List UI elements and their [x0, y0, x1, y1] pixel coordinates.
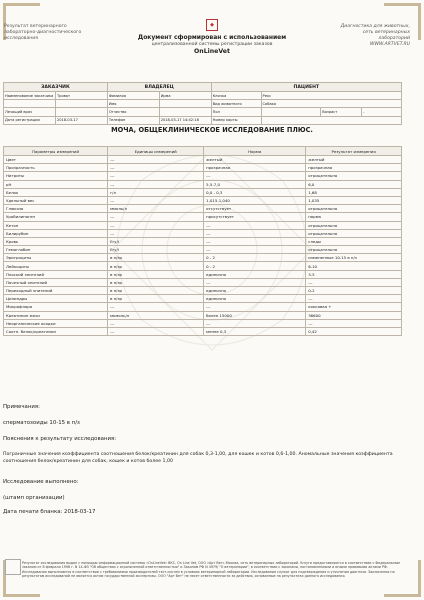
- performed-label: Исследование выполнено:: [3, 479, 79, 485]
- header-brand: OnLineVet: [194, 48, 230, 55]
- info-row: Лечащий врач Отчество Пол Возраст -: [4, 108, 402, 116]
- result-row: [4, 164, 402, 172]
- norm-cell: ---: [204, 172, 306, 180]
- parameter-cell: Эритроциты: [4, 254, 108, 262]
- analysis-title: МОЧА, ОБЩЕКЛИНИЧЕСКОЕ ИССЛЕДОВАНИЕ ПЛЮС.: [111, 126, 313, 134]
- parameter-cell: Кровь: [4, 237, 108, 245]
- unit-cell: ---: [108, 319, 204, 327]
- column-header: Результат измерения: [306, 147, 402, 156]
- result-cell: отрицательно: [306, 205, 402, 213]
- result-row: [4, 262, 402, 270]
- unit-cell: мкмоль/л: [108, 311, 204, 319]
- age-label: Возраст: [321, 108, 362, 116]
- result-cell: отрицательно: [306, 229, 402, 237]
- result-row: [4, 295, 402, 303]
- norm-cell: 0,0 - 0,3: [204, 188, 306, 196]
- norm-cell: желтый: [204, 156, 306, 164]
- norm-cell: ---: [204, 278, 306, 286]
- document-header: [124, 34, 300, 55]
- results-table: [3, 146, 402, 336]
- unit-cell: ---: [108, 327, 204, 335]
- result-cell: желтый: [306, 156, 402, 164]
- result-row: [4, 213, 402, 221]
- result-row: [4, 221, 402, 229]
- header-title: Документ сформирован с использованием: [137, 34, 287, 41]
- parameter-cell: Нитриты: [4, 172, 108, 180]
- info-row: Дата регистрации 2018-03-17 Телефон 2018-03-17 14:42:18 Номер карты: [4, 116, 402, 124]
- column-header: Единицы измерений: [108, 147, 204, 156]
- result-cell: ---: [306, 295, 402, 303]
- result-row: [4, 246, 402, 254]
- parameter-cell: Соотн. белок/креатинин: [4, 327, 108, 335]
- result-row: [4, 311, 402, 319]
- result-row: [4, 172, 402, 180]
- result-row: [4, 180, 402, 188]
- website-link[interactable]: WWW.ARTVET.RU: [369, 42, 410, 47]
- parameter-cell: Гемоглобин: [4, 246, 108, 254]
- stamp-label: (штамп организации): [3, 495, 65, 501]
- result-cell: отрицательно: [306, 172, 402, 180]
- result-cell: 6-10: [306, 262, 402, 270]
- remarks-text: сперматозоиды 10-15 в п/з: [3, 420, 80, 426]
- norm-cell: ---: [204, 237, 306, 245]
- result-row: [4, 270, 402, 278]
- unit-cell: в п/зр: [108, 287, 204, 295]
- result-row: [4, 327, 402, 335]
- parameter-cell: Билирубин: [4, 229, 108, 237]
- print-date: Дата печати бланка: 2018-03-17: [3, 509, 96, 515]
- result-row: [4, 188, 402, 196]
- parameter-cell: Удельный вес: [4, 196, 108, 204]
- result-row: [4, 205, 402, 213]
- explanation-label: Пояснения к результату исследования:: [3, 436, 117, 442]
- parameter-cell: Неорганические осадки: [4, 319, 108, 327]
- unit-cell: ---: [108, 221, 204, 229]
- result-cell: 3-5: [306, 270, 402, 278]
- norm-cell: ---: [204, 246, 306, 254]
- lab-report-caption: Результат ветеринарного лабораторно-диагностического исследования: [4, 24, 82, 41]
- result-row: [4, 156, 402, 164]
- parameter-cell: Цвет: [4, 156, 108, 164]
- norm-cell: ---: [204, 221, 306, 229]
- result-row: [4, 254, 402, 262]
- unit-cell: в п/зр: [108, 254, 204, 262]
- unit-cell: ---: [108, 156, 204, 164]
- info-row: Имя Вид животного Собака: [4, 100, 402, 108]
- parameter-cell: Цилиндры: [4, 295, 108, 303]
- unit-cell: ---: [108, 213, 204, 221]
- explanation-text: Пограничные значения коэффициента соотношения белок/креатинин для собак 0,3-1,00, для кошек и котов 0,6-1,00. Аномальные значения коэффициента соотношения белок/креатинин для собак, кошек и котов более 1,00: [3, 452, 393, 464]
- norm-cell: ---: [204, 229, 306, 237]
- parameter-cell: Прозрачность: [4, 164, 108, 172]
- norm-cell: присутствует: [204, 213, 306, 221]
- parameter-cell: Плоский эпителий: [4, 270, 108, 278]
- client-info-table: [3, 82, 402, 125]
- parameter-cell: Уробилиноген: [4, 213, 108, 221]
- result-row: [4, 287, 402, 295]
- unit-cell: в п/зр: [108, 278, 204, 286]
- parameter-cell: Кетон: [4, 221, 108, 229]
- parameter-cell: Переходный эпителий: [4, 287, 108, 295]
- parameter-cell: Лейкоциты: [4, 262, 108, 270]
- norm-cell: 5,5-7,0: [204, 180, 306, 188]
- unit-cell: ---: [108, 164, 204, 172]
- result-cell: отрицательно: [306, 221, 402, 229]
- parameter-cell: Креатинин мочи: [4, 311, 108, 319]
- result-cell: кокковая +: [306, 303, 402, 311]
- norm-cell: ---: [204, 319, 306, 327]
- parameter-cell: pH: [4, 180, 108, 188]
- result-cell: прозрачная: [306, 164, 402, 172]
- norm-cell: менее 0,3: [204, 327, 306, 335]
- result-cell: норма: [306, 213, 402, 221]
- legal-footer: Результат исследования выдан с помощью информационной системы «OnLineVet» ВКС. On Line Vet, ООО «Арт Вет»-Москва, сеть ветеринарных лабораторий. Услуги предоставляются в соответствии с Федеральным законом от 8 февраля 1998 г. N 14-ФЗ "Об обществах с ограниченной ответственностью" и Законом РФ N 4979/ "О ветеринарии", в соответствии с законами, постановлениями и иными правовыми актами РФ. Исследования выполняются в соответствии с требованиями производителей тест-систем в условиях ветеринарной лаборатории. Исследования служат для подтверждения и уточнения диагноза. Заключения по результатам исследований не является актом государственной экспертизы. ООО "Арт Вет" не несет ответственности за действия, основанные на результатах данного исследования.: [22, 561, 400, 578]
- norm-cell: отсутствует: [204, 205, 306, 213]
- column-header: Параметры измерений: [4, 147, 108, 156]
- unit-cell: в п/зр: [108, 270, 204, 278]
- unit-cell: ---: [108, 229, 204, 237]
- unit-cell: ---: [108, 180, 204, 188]
- norm-cell: 1,015-1,040: [204, 196, 306, 204]
- owner-group-header: ВЛАДЕЛЕЦ: [107, 83, 211, 92]
- result-cell: ---: [306, 278, 402, 286]
- unit-cell: ммоль/л: [108, 205, 204, 213]
- column-header: Норма: [204, 147, 306, 156]
- result-row: [4, 278, 402, 286]
- norm-cell: единично: [204, 287, 306, 295]
- result-cell: отрицательно: [306, 246, 402, 254]
- unit-cell: ---: [108, 196, 204, 204]
- result-cell: 36600: [306, 311, 402, 319]
- result-row: [4, 229, 402, 237]
- norm-cell: более 15000: [204, 311, 306, 319]
- parameter-cell: Белок: [4, 188, 108, 196]
- result-cell: 1,035: [306, 196, 402, 204]
- result-row: [4, 319, 402, 327]
- result-cell: 0-2: [306, 287, 402, 295]
- norm-cell: прозрачная: [204, 164, 306, 172]
- unit-cell: в п/зр: [108, 262, 204, 270]
- unit-cell: ---: [108, 172, 204, 180]
- result-cell: следы: [306, 237, 402, 245]
- unit-cell: Ery/l: [108, 246, 204, 254]
- customer-group-header: ЗАКАЗЧИК: [4, 83, 108, 92]
- norm-cell: единично: [204, 270, 306, 278]
- result-cell: ---: [306, 319, 402, 327]
- result-cell: 6,0: [306, 180, 402, 188]
- patient-group-header: ПАЦИЕНТ: [211, 83, 401, 92]
- norm-cell: ---: [204, 303, 306, 311]
- parameter-cell: Почечный эпителий: [4, 278, 108, 286]
- unit-cell: Ery/l: [108, 237, 204, 245]
- norm-cell: единично: [204, 295, 306, 303]
- result-row: [4, 303, 402, 311]
- result-cell: измененные 10-15 в п/з: [306, 254, 402, 262]
- lab-logo-icon: ◆: [206, 19, 218, 31]
- header-subtitle: централизованной системы регистрации заказов: [151, 42, 273, 47]
- norm-cell: 0 - 2: [204, 262, 306, 270]
- unit-cell: г/л: [108, 188, 204, 196]
- unit-cell: в п/зр: [108, 295, 204, 303]
- lab-network-caption: Диагностика для животных, сеть ветеринарных лабораторий WWW.ARTVET.RU: [300, 24, 410, 48]
- norm-cell: 0 - 2: [204, 254, 306, 262]
- result-cell: 0,42: [306, 327, 402, 335]
- parameter-cell: Глюкоза: [4, 205, 108, 213]
- unit-cell: ---: [108, 303, 204, 311]
- result-row: [4, 237, 402, 245]
- parameter-cell: Микрофлора: [4, 303, 108, 311]
- info-row: Наименование заказчика Троват Фамилия Ирма Кличка Рекс: [4, 92, 402, 100]
- results-header-row: [4, 147, 402, 156]
- result-cell: 1,68: [306, 188, 402, 196]
- remarks-label: Примечания:: [3, 404, 40, 410]
- result-row: [4, 196, 402, 204]
- age-value: -: [362, 108, 402, 116]
- seal-icon: [5, 559, 21, 575]
